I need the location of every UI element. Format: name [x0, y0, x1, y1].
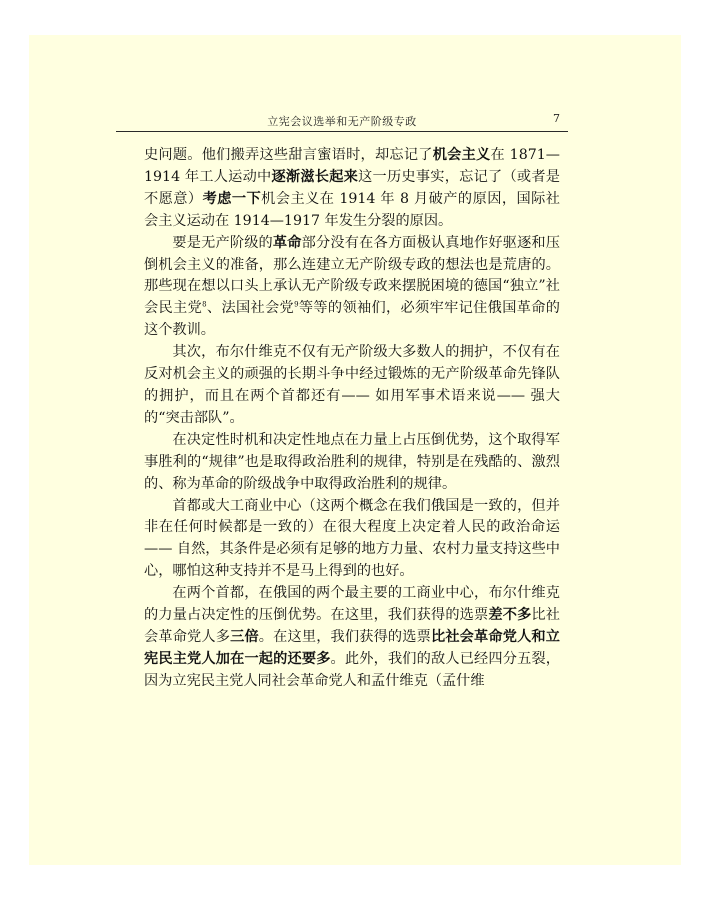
paragraph-text: 在决定性时机和决定性地点在力量上占压倒优势，这个取得军事胜利的“规律”也是取得政治胜利的规律，特别是在残酷的、激烈的、称为革命的阶级战争中取得政治胜利的规律。: [144, 431, 560, 492]
header-title: 立宪会议选举和无产阶级专政: [267, 115, 417, 128]
paragraph-text: 这一历史事实，忘记了（或者是不愿意）: [144, 168, 560, 207]
paragraph: [144, 233, 560, 343]
paragraph-text: 在 1871—1914 年工人运动中: [144, 147, 560, 185]
paragraph: [144, 583, 560, 693]
paragraph: [144, 430, 560, 496]
emphasis-text: 机会主义: [432, 147, 491, 163]
paragraph-text: 首都或大工商业中心（这两个概念在我们俄国是一致的，但并非在任何时候都是一致的）在很大程度上决定着人民的政治命运—— 自然，其条件是必须有足够的地方力量、农村力量支持这些中心，哪怕这种支持并不是马上得到的也好。: [144, 497, 560, 580]
paragraph-text: 等等的领袖们，必须牢牢记住俄国革命的这个教训。: [144, 300, 560, 339]
footnote-marker: 8: [202, 300, 207, 309]
paragraph-text: 。在这里，我们获得的选票: [258, 628, 431, 645]
paragraph-text: 。此外，我们的敌人已经四分五裂，因为立宪民主党人同社会革命党人和孟什维克（孟什维: [144, 650, 560, 689]
footnote-marker: 9: [294, 300, 299, 309]
paragraph-text: 史问题。他们搬弄这些甜言蜜语时，却忘记了: [144, 147, 433, 163]
paragraph: [144, 496, 560, 584]
paragraph-text: 要是无产阶级的: [172, 234, 273, 251]
paragraph-text: 其次，布尔什维克不仅有无产阶级大多数人的拥护，不仅有在反对机会主义的顽强的长期斗争中经过锻炼的无产阶级革命先锋队的拥护，而且在两个首都还有—— 如用军事术语来说—— 强大的“突击部队”。: [144, 344, 560, 426]
paragraph-text: 比社会革命党人多: [144, 607, 560, 645]
emphasis-text: 革命: [272, 234, 302, 251]
emphasis-text: 逐渐滋长起来: [271, 168, 359, 185]
emphasis-text: 考虑一下: [202, 190, 262, 207]
emphasis-text: 比社会革命党人和立宪民主党人加在一起的还要多: [144, 628, 560, 667]
paragraph-text: 、法国社会党: [206, 300, 295, 317]
page-number: 7: [553, 112, 560, 125]
paragraph: [144, 145, 560, 233]
paragraph-text: 部分没有在各方面极认真地作好驱逐和压倒机会主义的准备，那么连建立无产阶级专政的想法也是荒唐的。那些现在想以口头上承认无产阶级专政来摆脱困境的德国“独立”社会民主党: [144, 234, 560, 317]
emphasis-text: 差不多: [488, 607, 532, 624]
emphasis-text: 三倍: [230, 628, 259, 645]
running-header: [116, 111, 568, 132]
body-text: [144, 145, 560, 693]
paragraph-text: 在两个首都，在俄国的两个最主要的工商业中心，布尔什维克的力量占决定性的压倒优势。在这里，我们获得的选票: [144, 585, 560, 624]
paragraph-text: 机会主义在 1914 年 8 月破产的原因，国际社会主义运动在 1914—1917 年发生分裂的原因。: [144, 190, 560, 229]
paragraph: [144, 342, 560, 430]
